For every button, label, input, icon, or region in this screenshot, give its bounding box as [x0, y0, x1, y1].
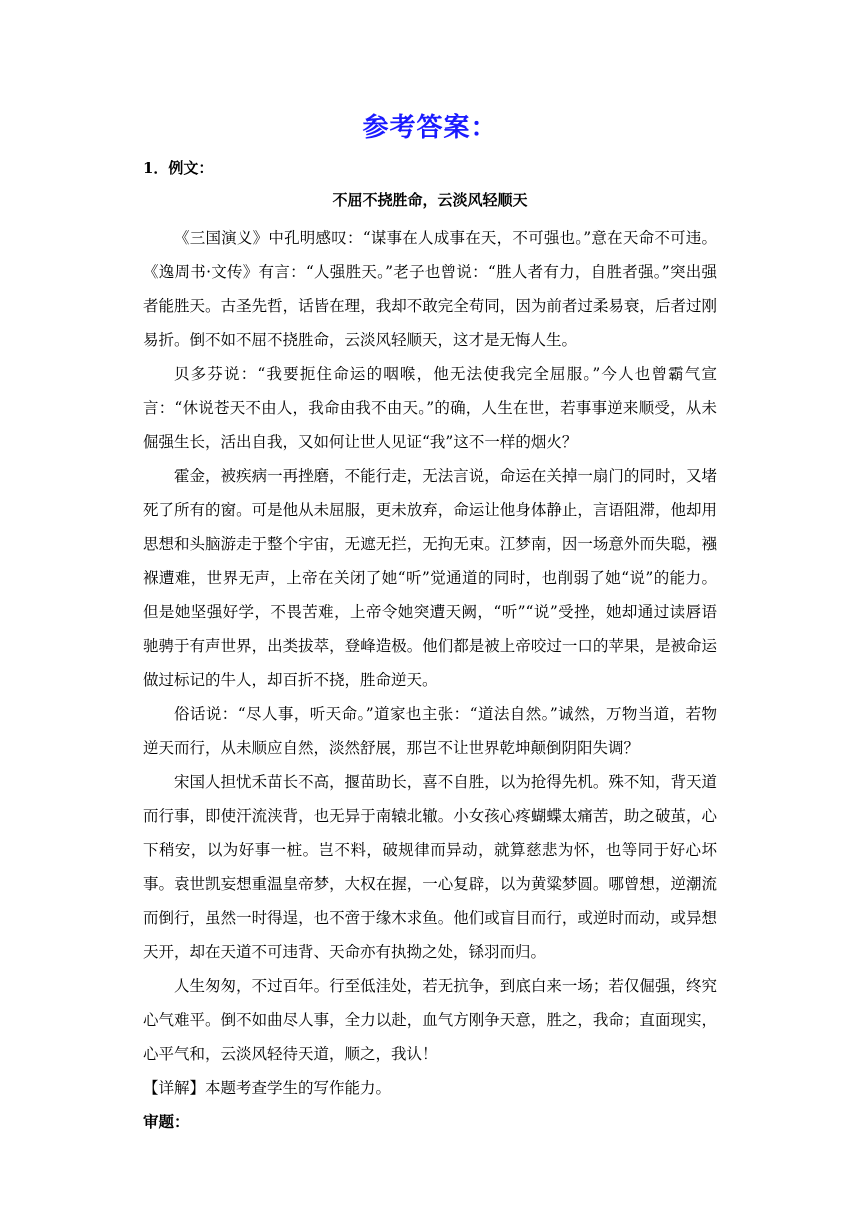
shenti-label: 审题： — [143, 1112, 190, 1131]
answer-heading: 参考答案： — [362, 113, 498, 143]
essay-paragraph: 《三国演义》中孔明感叹：“谋事在人成事在天，不可强也。”意在天命不可违。《逸周书·文传》有言：“人强胜天。”老子也曾说：“胜人者有力，自胜者强。”突出强者能胜天。古圣先哲，话皆在理，我却不敢完全苟同，因为前者过柔易衰，后者过刚易折。倒不如不屈不挠胜命，云淡风轻顺天，这才是无悔人生。 — [143, 229, 717, 349]
essay-paragraph: 人生匆匆，不过百年。行至低洼处，若无抗争，到底白来一场；若仅倔强，终究心气难平。倒不如曲尽人事，全力以赴，血气方刚争天意，胜之，我命；直面现实，心平气和，云淡风轻待天道，顺之，我认！ — [143, 977, 717, 1063]
essay-body — [143, 221, 717, 1139]
essay-paragraph: 俗话说：“尽人事，听天命。”道家也主张：“道法自然。”诚然，万物当道，若物逆天而行，从未顺应自然，淡然舒展，那岂不让世界乾坤颠倒阴阳失调？ — [143, 705, 717, 757]
detail-note: 【详解】本题考查学生的写作能力。 — [143, 1079, 392, 1097]
essay-paragraph: 宋国人担忧禾苗长不高，揠苗助长，喜不自胜，以为抢得先机。殊不知，背天道而行事，即使汗流浃背，也无异于南辕北辙。小女孩心疼蝴蝶太痛苦，助之破茧，心下稍安，以为好事一桩。岂不料，破规律而异动，就算慈悲为怀，也等同于好心坏事。袁世凯妄想重温皇帝梦，大权在握，一心复辟，以为黄粱梦圆。哪曾想，逆潮流而倒行，虽然一时得逞，也不啻于缘木求鱼。他们或盲目而行，或逆时而动，或异想天开，却在天道不可违背、天命亦有执拗之处，铩羽而归。 — [143, 773, 717, 961]
item-label: 1．例文： — [143, 159, 214, 177]
essay-paragraph: 霍金，被疾病一再挫磨，不能行走，无法言说，命运在关掉一扇门的同时，又堵死了所有的窗。可是他从未屈服，更未放弃，命运让他身体静止，言语阻滞，他却用思想和头脑游走于整个宇宙，无遮无拦，无拘无束。江梦南，因一场意外而失聪，襁褓遭难，世界无声，上帝在关闭了她“听”觉通道的同时，也削弱了她“说”的能力。但是她坚强好学，不畏苦难，上帝令她突遭天阙，“听”“说”受挫，她却通过读唇语驰骋于有声世界，出类拔萃，登峰造极。他们都是被上帝咬过一口的苹果，是被命运做过标记的牛人，却百折不挠，胜命逆天。 — [143, 467, 717, 689]
essay-paragraph: 贝多芬说：“我要扼住命运的咽喉，他无法使我完全屈服。”今人也曾霸气宣言：“休说苍天不由人，我命由我不由天。”的确，人生在世，若事事逆来顺受，从未倔强生长，活出自我，又如何让世人见证“我”这不一样的烟火？ — [143, 365, 717, 451]
essay-title: 不屈不挠胜命，云淡风轻顺天 — [332, 191, 528, 209]
